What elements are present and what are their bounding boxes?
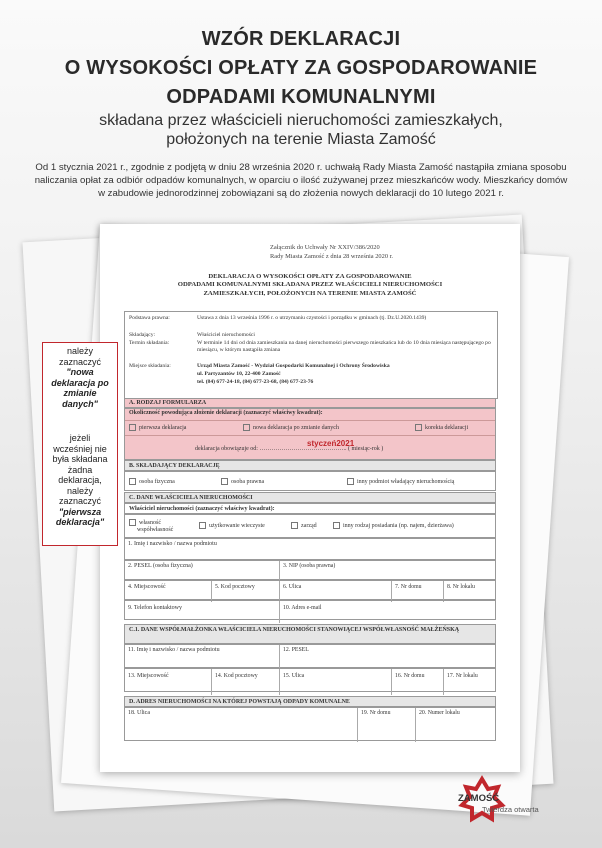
row-contact [124, 600, 496, 620]
zamosc-logo: ZAMOŚĆ Twierdza otwarta [452, 775, 562, 835]
option-wlasnosc[interactable]: własność współwłasność [129, 519, 173, 534]
row-address [124, 580, 496, 600]
field-14[interactable]: 14. Kod pocztowy [211, 669, 258, 695]
field-12[interactable]: 12. PESEL [279, 645, 309, 669]
field-7[interactable]: 7. Nr domu [391, 581, 422, 602]
field-6[interactable]: 6. Ulica [279, 581, 301, 602]
option-inny-podmiot[interactable]: inny podmiot władający nieruchomością [347, 478, 454, 485]
section-a-header: A. RODZAJ FORMULARZA [124, 398, 496, 408]
row-spouse [124, 644, 496, 668]
section-b-body [124, 471, 496, 491]
option-korekta-deklaracji[interactable]: korekta deklaracji [415, 424, 468, 431]
field-8[interactable]: 8. Nr lokalu [443, 581, 475, 602]
row-property-address [124, 707, 496, 741]
intro-text: Od 1 stycznia 2021 r., zgodnie z podjętą w dniu 28 września 2020 r. uchwałą Rady Miasta Zamość nastąpiła zmiana sposobu naliczania opłat za odbiór odpadów komunalnych, w oparciu o ilość zużywanej przez mieszkańców wody. Mieszkańcy domów w zabudowie jednorodzinnej zobowiązani są do złożenia nowych deklaracji do 10 lutego 2021 r. [34, 162, 568, 199]
option-zarzad[interactable]: zarząd [291, 522, 317, 529]
field-1[interactable]: 1. Imię i nazwisko / nazwa podmiotu [124, 538, 496, 560]
option-osoba-prawna[interactable]: osoba prawna [221, 478, 264, 485]
row-spouse-address [124, 668, 496, 692]
title-line-3: ODPADAMI KOMUNALNYMI [166, 86, 436, 108]
checkbox-icon [291, 522, 298, 529]
field-13[interactable]: 13. Miejscowość [128, 673, 169, 679]
subtitle-line-2: położonych na terenie Miasta Zamość [166, 131, 436, 148]
checkbox-icon [243, 424, 250, 431]
section-c-sub: Właściciel nieruchomości (zaznaczyć właściwy kwadrat): [124, 503, 496, 514]
attachment-note: Załącznik do Uchwały Nr XXIV/386/2020 Rady Miasta Zamość z dnia 28 września 2020 r. [270, 244, 393, 260]
subtitle-line-1: składana przez właścicieli nieruchomości zamieszkałych, [99, 112, 503, 129]
option-uzytkowanie-wieczyste[interactable]: użytkowanie wieczyste [199, 522, 265, 529]
valid-from-field[interactable]: deklaracja obowiązuje od: …………………………………….. ( miesiąc-rok ) [195, 446, 384, 452]
field-9[interactable]: 9. Telefon kontaktowy [128, 605, 182, 611]
field-16[interactable]: 16. Nr domu [391, 669, 424, 695]
field-18[interactable]: 18. Ulica [128, 710, 150, 716]
form-title: DEKLARACJA O WYSOKOŚCI OPŁATY ZA GOSPODAROWANIE ODPADAMI KOMUNALNYMI SKŁADANA PRZEZ WŁAŚCICIELI NIERUCHOMOŚCI ZAMIESZKAŁYCH, POŁOŻONYCH NA TERENIE MIASTA ZAMOŚĆ [177, 273, 443, 297]
field-20[interactable]: 20. Numer lokalu [415, 708, 460, 742]
checkbox-icon [129, 424, 136, 431]
checkbox-icon [415, 424, 422, 431]
section-a-body: Okoliczność powodująca złożenie deklaracji (zaznaczyć właściwy kwadrat): pierwsza deklaracja nowa deklaracja po zmianie danych korekta deklaracji deklaracja obowiązuje od: …………………………………….. ( miesiąc-rok ) styczeń2021 [124, 408, 496, 460]
ownership-options [124, 514, 496, 538]
checkbox-icon [129, 519, 136, 526]
checkbox-icon [129, 478, 136, 485]
field-15[interactable]: 15. Ulica [279, 669, 304, 695]
handwritten-date: styczeń2021 [307, 439, 355, 448]
row-pesel-nip [124, 560, 496, 580]
option-osoba-fizyczna[interactable]: osoba fizyczna [129, 478, 175, 485]
section-c-header: C. DANE WŁAŚCICIELA NIERUCHOMOŚCI [124, 492, 496, 503]
option-inny-rodzaj[interactable]: inny rodzaj posiadania (np. najem, dzierżawa) [333, 522, 454, 529]
field-17[interactable]: 17. Nr lokalu [443, 669, 478, 695]
checkbox-icon [221, 478, 228, 485]
info-box: Podstawa prawna: Ustawa z dnia 13 września 1996 r. o utrzymaniu czystości i porządku w gminach (tj. Dz.U.2020.1439) Składający: Właściciel nieruchomości Termin składania: W terminie 14 dni od dnia zamieszkania na danej nieruchomości pierwszego mieszkańca lub do 10 dnia miesiąca następującego po miesiącu, w którym nastąpiła zmiana Miejsce składania: Urząd Miasta Zamość - Wydział Gospodarki Komunalnej i Ochrony Środowiska ul. Partyzantów 10, 22-400 Zamość tel. (84) 677-24-18, (84) 677-23-68, (84) 677-23-76 [124, 311, 498, 399]
option-nowa-deklaracja[interactable]: nowa deklaracja po zmianie danych [243, 424, 339, 431]
section-d-header: D. ADRES NIERUCHOMOŚCI NA KTÓREJ POWSTAJĄ ODPADY KOMUNALNE [124, 696, 496, 707]
title-line-1: WZÓR DEKLARACJI [201, 28, 401, 50]
instruction-callout: należy zaznaczyć "nowa deklaracja po zmianie danych" jeżeli wcześniej nie była składana żadna deklaracja, należy zaznaczyć "pierwsza deklaracja" [42, 342, 118, 546]
checkbox-icon [199, 522, 206, 529]
field-3[interactable]: 3. NIP (osoba prawna) [279, 561, 335, 581]
field-19[interactable]: 19. Nr domu [357, 708, 390, 742]
checkbox-icon [347, 478, 354, 485]
field-10[interactable]: 10. Adres e-mail [279, 601, 321, 623]
field-5[interactable]: 5. Kod pocztowy [211, 581, 255, 602]
field-4[interactable]: 4. Miejscowość [128, 584, 166, 590]
field-2[interactable]: 2. PESEL (osoba fizyczna) [128, 563, 193, 569]
section-b-header: B. SKŁADAJĄCY DEKLARACJĘ [124, 460, 496, 471]
title-line-2: O WYSOKOŚCI OPŁATY ZA GOSPODAROWANIE [64, 57, 538, 79]
option-pierwsza-deklaracja[interactable]: pierwsza deklaracja [129, 424, 186, 431]
field-11[interactable]: 11. Imię i nazwisko / nazwa podmiotu [128, 647, 220, 653]
checkbox-icon [333, 522, 340, 529]
section-c1-header: C.1. DANE WSPÓŁMAŁŻONKA WŁAŚCICIELA NIERUCHOMOŚCI STANOWIĄCEJ WSPÓŁWŁASNOŚĆ MAŁŻEŃSKĄ [124, 624, 496, 644]
